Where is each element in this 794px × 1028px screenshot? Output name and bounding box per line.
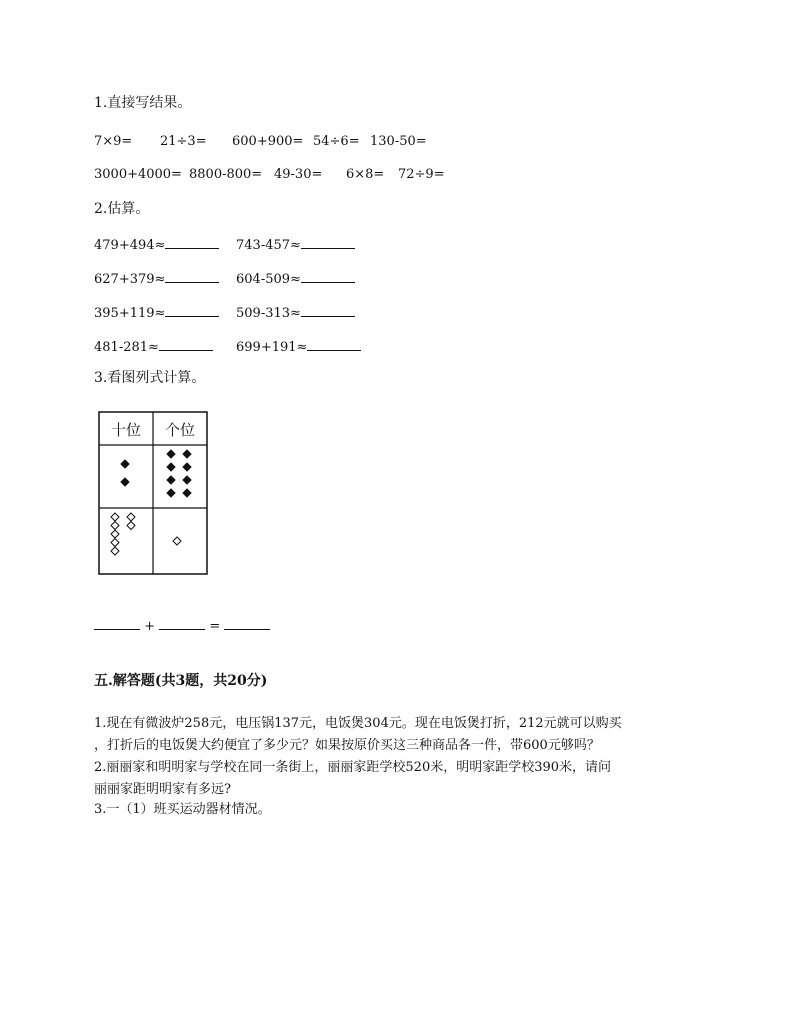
ones-header: 个位 <box>164 421 196 439</box>
answer-blank[interactable] <box>165 236 219 249</box>
calc-2-3: 49-30= <box>274 167 323 182</box>
answer-blank[interactable] <box>301 236 355 249</box>
hollow-counter <box>127 522 135 530</box>
answer-blank[interactable] <box>159 338 213 351</box>
estimate-expr: 699+191≈ <box>236 340 308 355</box>
filled-counter <box>167 450 175 458</box>
addend-blank-2[interactable] <box>159 617 205 630</box>
answer-blank[interactable] <box>165 270 219 283</box>
estimate-expr: 627+379≈ <box>94 272 166 287</box>
calc-2-1: 3000+4000= <box>94 167 182 182</box>
calc-2-2: 8800-800= <box>189 167 263 182</box>
plus-sign: + <box>144 619 156 634</box>
calc-2-4: 6×8= <box>346 167 385 182</box>
hollow-counter <box>111 522 119 530</box>
estimate-item <box>94 338 213 356</box>
problem-3: 3.一（1）班买运动器材情况。 <box>94 802 271 817</box>
calc-1-4: 54÷6= <box>313 134 360 149</box>
estimate-item <box>94 270 219 288</box>
estimate-expr: 604-509≈ <box>236 272 301 287</box>
answer-blank[interactable] <box>301 304 355 317</box>
tens-header: 十位 <box>110 421 142 439</box>
hollow-counter <box>173 537 181 545</box>
filled-counter <box>183 476 191 484</box>
problem-2-line-1: 2.丽丽家和明明家与学校在同一条街上，丽丽家距学校520米，明明家距学校390米，请问 <box>94 760 612 775</box>
problem-1-line-1: 1.现在有微波炉258元，电压锅137元，电饭煲304元。现在电饭煲打折，212元就可以购买 <box>94 716 622 731</box>
estimate-expr: 743-457≈ <box>236 238 301 253</box>
hollow-counter <box>111 547 119 555</box>
counter-dots <box>111 450 191 555</box>
filled-counter <box>167 463 175 471</box>
q3-title: 3.看图列式计算。 <box>94 370 206 386</box>
problem-2-line-2: 丽丽家距明明家有多远? <box>94 782 231 797</box>
estimate-item <box>236 236 355 254</box>
answer-blank[interactable] <box>307 338 361 351</box>
hollow-counter <box>127 513 135 521</box>
filled-counter <box>183 489 191 497</box>
calc-1-1: 7×9= <box>94 134 133 149</box>
estimate-expr: 481-281≈ <box>94 340 159 355</box>
q2-title: 2.估算。 <box>94 201 150 217</box>
calc-2-5: 72÷9= <box>398 167 445 182</box>
equals-sign: = <box>209 619 221 634</box>
filled-counter <box>183 463 191 471</box>
hollow-counter <box>111 513 119 521</box>
section-title: 五.解答题(共3题，共20分) <box>94 673 268 689</box>
estimate-item <box>236 338 361 356</box>
q1-title: 1.直接写结果。 <box>94 95 192 111</box>
equation <box>94 617 270 635</box>
addend-blank-1[interactable] <box>94 617 140 630</box>
hollow-counter <box>111 539 119 547</box>
filled-counter <box>183 450 191 458</box>
answer-blank[interactable] <box>165 304 219 317</box>
calc-1-3: 600+900= <box>232 134 304 149</box>
sum-blank[interactable] <box>224 617 270 630</box>
estimate-expr: 509-313≈ <box>236 306 301 321</box>
estimate-expr: 479+494≈ <box>94 238 166 253</box>
problem-1-line-2: ，打折后的电饭煲大约便宜了多少元？如果按原价买这三种商品各一件，带600元够吗？ <box>94 738 600 753</box>
hollow-counter <box>111 530 119 538</box>
filled-counter <box>121 478 129 486</box>
estimate-item <box>94 236 219 254</box>
answer-blank[interactable] <box>301 270 355 283</box>
place-value-chart <box>98 411 208 575</box>
filled-counter <box>121 460 129 468</box>
calc-1-5: 130-50= <box>370 134 427 149</box>
estimate-expr: 395+119≈ <box>94 306 166 321</box>
estimate-item <box>236 304 355 322</box>
filled-counter <box>167 476 175 484</box>
estimate-item <box>94 304 219 322</box>
filled-counter <box>167 489 175 497</box>
estimate-item <box>236 270 355 288</box>
calc-1-2: 21÷3= <box>160 134 207 149</box>
